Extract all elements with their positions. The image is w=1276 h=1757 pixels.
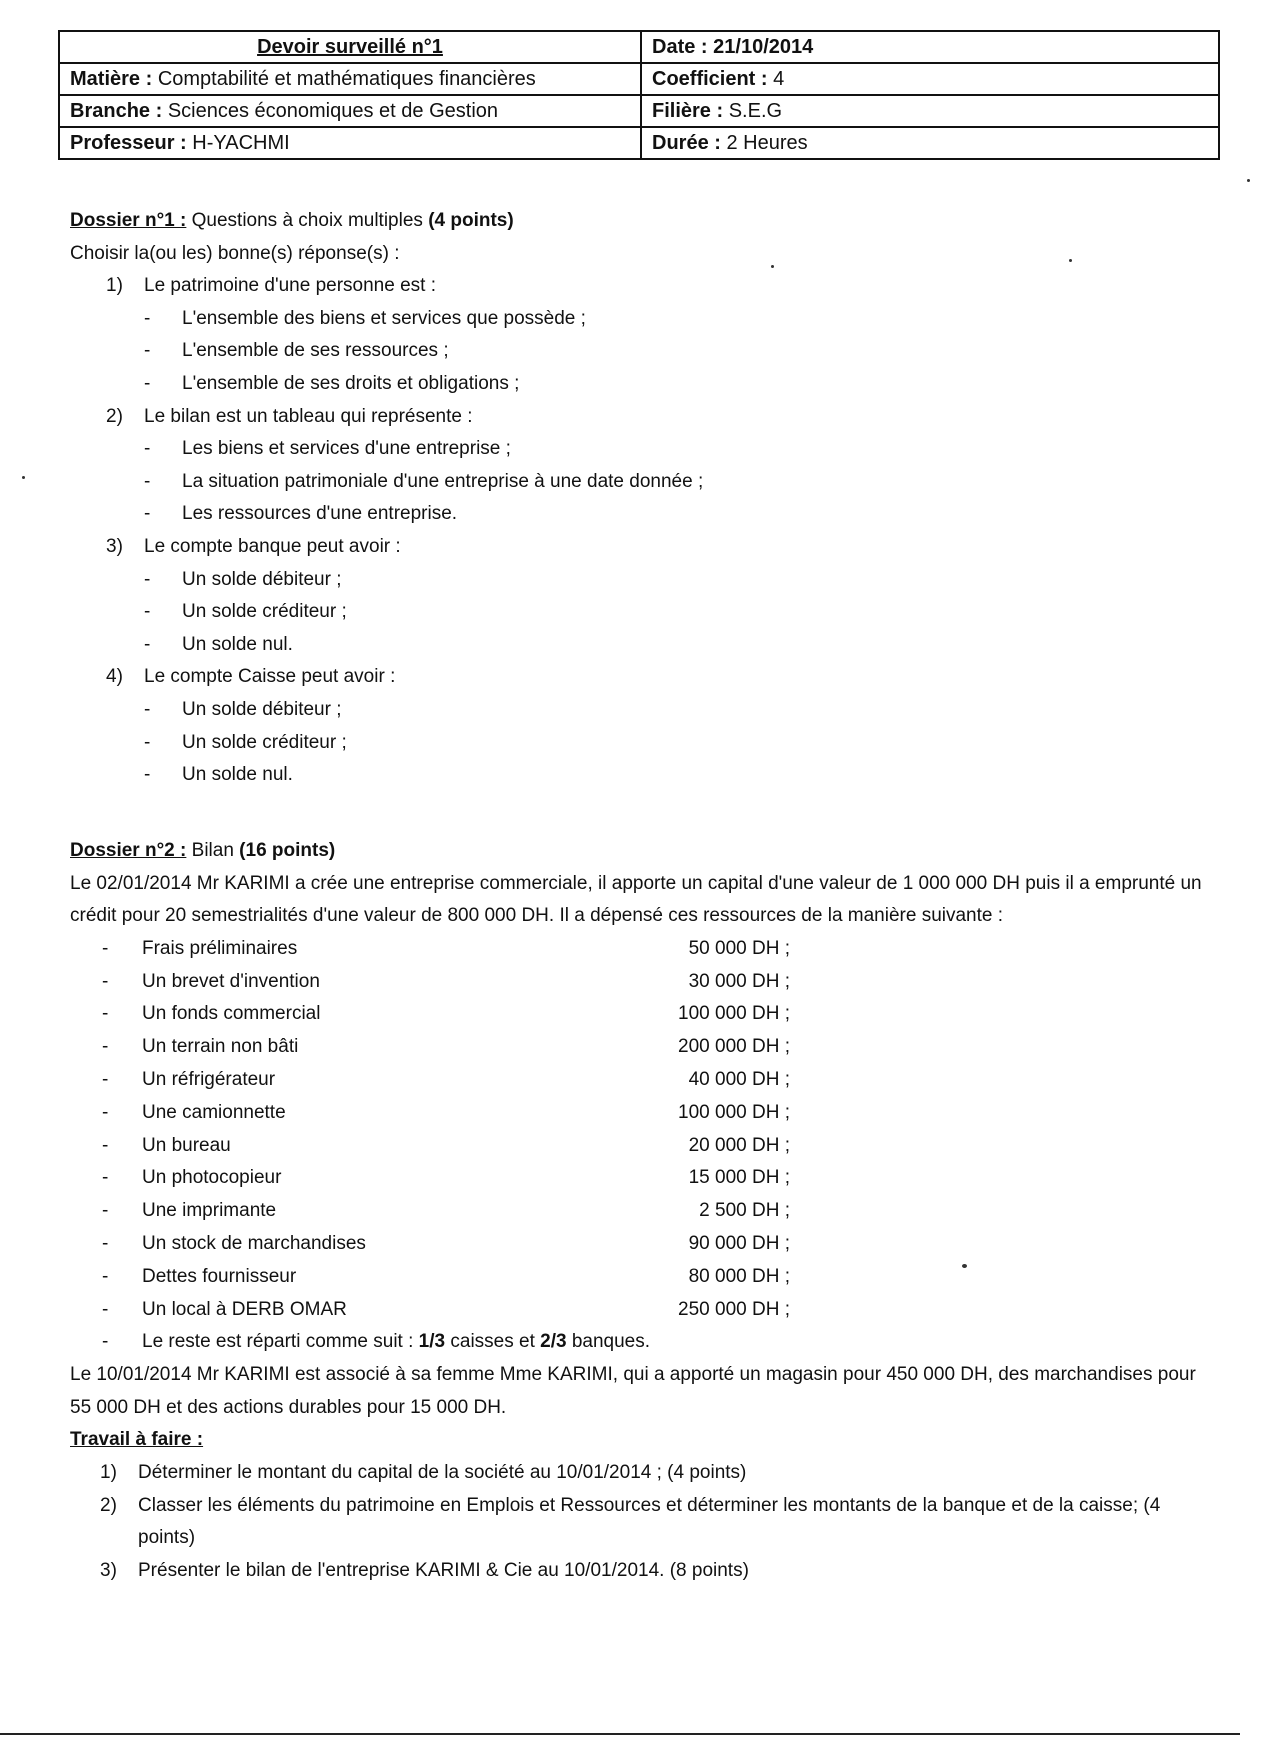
list-item: - Une camionnette 100 000 DH ; xyxy=(70,1097,1210,1130)
dossier-1-points: (4 points) xyxy=(428,210,514,231)
question-stem xyxy=(70,531,703,564)
question-1 xyxy=(70,270,703,400)
item-label: Un fonds commercial xyxy=(142,1003,321,1025)
item-amount: 80 000 DH ; xyxy=(688,1265,790,1287)
exam-date xyxy=(641,31,1219,63)
scan-speck xyxy=(1069,259,1072,262)
dossier-2-heading xyxy=(70,835,1210,868)
exam-duration xyxy=(641,127,1219,159)
item-amount: 30 000 DH ; xyxy=(688,970,790,992)
scan-speck xyxy=(962,1264,967,1268)
todo-text: Présenter le bilan de l'entreprise KARIMI & Cie au 10/01/2014. (8 points) xyxy=(138,1559,749,1581)
date-label: Date : xyxy=(652,36,708,58)
header-row xyxy=(59,63,1219,95)
list-item: - Une imprimante 2 500 DH ; xyxy=(70,1195,1210,1228)
answer-option: - Un solde débiteur ; xyxy=(70,564,703,597)
coefficient-label: Coefficient : xyxy=(652,68,768,90)
item-amount: 40 000 DH ; xyxy=(688,1068,790,1090)
coefficient-value: 4 xyxy=(773,68,785,90)
answer-option-text: Un solde nul. xyxy=(182,633,293,655)
list-item: - Un brevet d'invention 30 000 DH ; xyxy=(70,966,1210,999)
item-label: Une imprimante xyxy=(142,1200,277,1222)
track-value: S.E.G xyxy=(728,100,783,122)
item-label: Un bureau xyxy=(142,1134,231,1156)
dossier-1-instruction: Choisir la(ou les) bonne(s) réponse(s) : xyxy=(70,242,400,264)
item-amount: 200 000 DH ; xyxy=(678,1036,790,1058)
rest-distribution: Le reste est réparti comme suit : 1/3 caisses et 2/3 banques. xyxy=(142,1331,651,1353)
item-label: Un local à DERB OMAR xyxy=(142,1298,347,1320)
dossier-2-intro: Le 02/01/2014 Mr KARIMI a crée une entreprise commerciale, il apporte un capital d'une valeur de 1 000 000 DH puis il a emprunté un crédit pour 20 semestrialités d'une valeur de 800 000 DH. Il a dépensé ces ressources de la manière suivante : xyxy=(70,872,1202,927)
answer-option: - La situation patrimoniale d'une entreprise à une date donnée ; xyxy=(70,466,703,499)
bottom-rule xyxy=(0,1733,1240,1735)
branch-value: Sciences économiques et de Gestion xyxy=(167,100,499,122)
answer-option: - Les biens et services d'une entreprise ; xyxy=(70,433,703,466)
dossier-1-section xyxy=(70,205,703,792)
header-table xyxy=(58,30,1220,160)
dossier-1-subject: Questions à choix multiples xyxy=(191,210,423,231)
question-stem xyxy=(70,661,703,694)
question-stem xyxy=(70,401,703,434)
exam-teacher xyxy=(59,127,641,159)
answer-option-text: L'ensemble de ses droits et obligations ; xyxy=(182,372,520,394)
answer-option: - Un solde nul. xyxy=(70,759,703,792)
dossier-2-section xyxy=(70,835,1210,1587)
list-item: - Dettes fournisseur 80 000 DH ; xyxy=(70,1261,1210,1294)
answer-option-text: Les biens et services d'une entreprise ; xyxy=(182,438,511,460)
exam-subject xyxy=(59,63,641,95)
exam-title: Devoir surveillé n°1 xyxy=(59,31,641,63)
answer-option: - Les ressources d'une entreprise. xyxy=(70,498,703,531)
exam-coefficient xyxy=(641,63,1219,95)
duration-label: Durée : xyxy=(652,132,721,154)
question-3 xyxy=(70,531,703,661)
dossier-2-subject: Bilan xyxy=(191,840,234,861)
todo-item xyxy=(70,1555,1210,1588)
answer-option-text: La situation patrimoniale d'une entreprise à une date donnée ; xyxy=(182,470,704,492)
todo-list xyxy=(70,1457,1210,1587)
scan-speck xyxy=(1247,179,1250,182)
question-number: 1) xyxy=(106,275,123,297)
answer-option-text: L'ensemble des biens et services que possède ; xyxy=(182,307,586,329)
dossier-1-label: Dossier n°1 : xyxy=(70,210,187,231)
list-item: - Un fonds commercial 100 000 DH ; xyxy=(70,998,1210,1031)
todo-item xyxy=(70,1457,1210,1490)
list-item: - Un bureau 20 000 DH ; xyxy=(70,1130,1210,1163)
item-amount: 50 000 DH ; xyxy=(688,937,790,959)
question-text: Le compte banque peut avoir : xyxy=(144,535,401,557)
list-item: - Un local à DERB OMAR 250 000 DH ; xyxy=(70,1294,1210,1327)
todo-text: Déterminer le montant du capital de la société au 10/01/2014 ; (4 points) xyxy=(138,1461,747,1483)
item-amount: 20 000 DH ; xyxy=(688,1134,790,1156)
duration-value: 2 Heures xyxy=(726,132,808,154)
scan-speck xyxy=(22,476,25,479)
teacher-value: H-YACHMI xyxy=(192,132,290,154)
question-number: 2) xyxy=(106,405,123,427)
teacher-label: Professeur : xyxy=(70,132,187,154)
dossier-2-points: (16 points) xyxy=(239,840,336,861)
question-text: Le bilan est un tableau qui représente : xyxy=(144,405,473,427)
item-amount: 90 000 DH ; xyxy=(688,1232,790,1254)
todo-text: Classer les éléments du patrimoine en Emplois et Ressources et déterminer les montants de la banque et de la caisse; (4 points) xyxy=(138,1494,1161,1549)
dossier-2-label: Dossier n°2 : xyxy=(70,840,187,861)
expense-list xyxy=(70,933,1210,1359)
answer-option-text: Un solde nul. xyxy=(182,764,293,786)
header-row xyxy=(59,95,1219,127)
item-label: Un terrain non bâti xyxy=(142,1036,299,1058)
branch-label: Branche : xyxy=(70,100,163,122)
track-label: Filière : xyxy=(652,100,724,122)
item-amount: 2 500 DH ; xyxy=(699,1200,790,1222)
answer-option: - Un solde créditeur ; xyxy=(70,727,703,760)
subject-value: Comptabilité et mathématiques financières xyxy=(157,68,536,90)
item-label: Une camionnette xyxy=(142,1101,286,1123)
list-item: - Un photocopieur 15 000 DH ; xyxy=(70,1162,1210,1195)
item-label: Un stock de marchandises xyxy=(142,1232,366,1254)
item-label: Dettes fournisseur xyxy=(142,1265,297,1287)
exam-track xyxy=(641,95,1219,127)
question-text: Le compte Caisse peut avoir : xyxy=(144,666,396,688)
answer-option-text: L'ensemble de ses ressources ; xyxy=(182,340,449,362)
question-number: 3) xyxy=(106,535,123,557)
question-4 xyxy=(70,661,703,791)
answer-option-text: Un solde créditeur ; xyxy=(182,601,347,623)
item-label: Un photocopieur xyxy=(142,1167,282,1189)
answer-option: - Un solde nul. xyxy=(70,629,703,662)
question-2 xyxy=(70,401,703,531)
answer-option: - L'ensemble de ses droits et obligations ; xyxy=(70,368,703,401)
answer-option: - L'ensemble des biens et services que possède ; xyxy=(70,303,703,336)
exam-branch xyxy=(59,95,641,127)
todo-number: 1) xyxy=(100,1461,117,1483)
list-item: - Frais préliminaires 50 000 DH ; xyxy=(70,933,1210,966)
question-stem xyxy=(70,270,703,303)
item-amount: 100 000 DH ; xyxy=(678,1003,790,1025)
answer-option-text: Un solde débiteur ; xyxy=(182,568,342,590)
todo-item xyxy=(70,1490,1210,1555)
scan-speck xyxy=(771,265,774,268)
question-number: 4) xyxy=(106,666,123,688)
header-row xyxy=(59,31,1219,63)
list-item: - Un terrain non bâti 200 000 DH ; xyxy=(70,1031,1210,1064)
associate-paragraph: Le 10/01/2014 Mr KARIMI est associé à sa femme Mme KARIMI, qui a apporté un magasin pour 450 000 DH, des marchandises pour 55 000 DH et des actions durables pour 15 000 DH. xyxy=(70,1364,1196,1418)
date-value: 21/10/2014 xyxy=(713,36,814,58)
list-item: - Un réfrigérateur 40 000 DH ; xyxy=(70,1064,1210,1097)
item-amount: 100 000 DH ; xyxy=(678,1101,790,1123)
subject-label: Matière : xyxy=(70,68,153,90)
question-text: Le patrimoine d'une personne est : xyxy=(144,275,436,297)
answer-option: - L'ensemble de ses ressources ; xyxy=(70,335,703,368)
answer-option: - Un solde créditeur ; xyxy=(70,596,703,629)
item-label: Un réfrigérateur xyxy=(142,1068,276,1090)
item-amount: 250 000 DH ; xyxy=(678,1298,790,1320)
answer-option-text: Un solde débiteur ; xyxy=(182,698,342,720)
answer-option: - Un solde débiteur ; xyxy=(70,694,703,727)
list-item-rest: - Le reste est réparti comme suit : 1/3 caisses et 2/3 banques. xyxy=(70,1326,1210,1359)
item-label: Un brevet d'invention xyxy=(142,970,320,992)
dossier-1-heading xyxy=(70,205,703,238)
item-amount: 15 000 DH ; xyxy=(688,1167,790,1189)
todo-number: 2) xyxy=(100,1494,117,1516)
answer-option-text: Les ressources d'une entreprise. xyxy=(182,503,458,525)
todo-heading: Travail à faire : xyxy=(70,1429,204,1451)
header-row xyxy=(59,127,1219,159)
todo-number: 3) xyxy=(100,1559,117,1581)
list-item: - Un stock de marchandises 90 000 DH ; xyxy=(70,1228,1210,1261)
answer-option-text: Un solde créditeur ; xyxy=(182,731,347,753)
item-label: Frais préliminaires xyxy=(142,937,298,959)
